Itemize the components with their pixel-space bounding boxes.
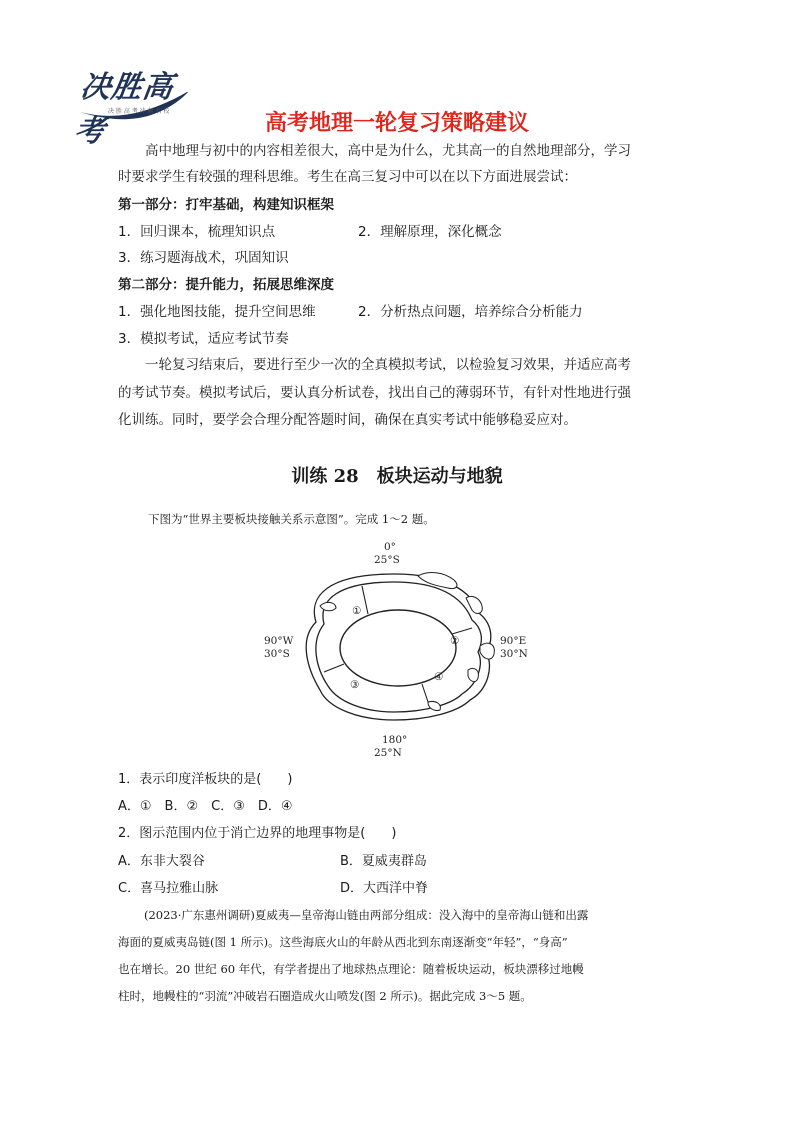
part2-item-3: 3．模拟考试，适应考试节奏 <box>118 331 289 347</box>
plate-number-2: ② <box>450 635 460 647</box>
passage-line-3: 也在增长。20 世纪 60 年代，有学者提出了地球热点理论：随着板块运动，板块漂移过地幔 <box>118 962 584 976</box>
part2-heading: 第二部分：提升能力，拓展思维深度 <box>118 277 334 293</box>
boundary-connectors <box>324 586 472 708</box>
map-label-right-2: 30°N <box>500 648 528 660</box>
passage-line-4: 柱时，地幔柱的“羽流”冲破岩石圈造成火山喷发(图 2 所示)。据此完成 3～5 题。 <box>118 989 532 1003</box>
question-1-stem: 1．表示印度洋板块的是( ) <box>118 772 293 787</box>
passage-line-2: 海面的夏威夷岛链(图 1 所示)。这些海底火山的年龄从西北到东南逐渐变“年轻”，“身高” <box>118 935 568 949</box>
map-label-left-1: 90°W <box>264 635 294 647</box>
map-label-top-2: 25°S <box>374 554 400 566</box>
map-label-bottom-1: 180° <box>382 734 408 746</box>
part1-item-2: 2．理解原理，深化概念 <box>358 224 502 240</box>
part1-item-1: 1．回归课本，梳理知识点 <box>118 224 276 240</box>
page-title: 高考地理一轮复习策略建议 <box>264 111 529 136</box>
question-2-stem: 2．图示范围内位于消亡边界的地理事物是( ) <box>118 826 397 841</box>
para-line-2: 的考试节奏。模拟考试后，要认真分析试卷，找出自己的薄弱环节，有针对性地进行强 <box>118 385 631 401</box>
para-line-1: 一轮复习结束后，要进行至少一次的全真模拟考试，以检验复习效果，并适应高考 <box>145 357 631 373</box>
logo-text: 决胜高考 <box>71 70 177 149</box>
map-label-top-1: 0° <box>384 541 396 553</box>
plate-boundary-map <box>258 540 528 760</box>
plate-number-3: ③ <box>350 679 360 691</box>
question-2-option-d: D．大西洋中脊 <box>340 881 429 896</box>
question-1-options: A．① B．② C．③ D．④ <box>118 799 293 814</box>
map-label-bottom-2: 25°N <box>374 747 402 759</box>
plate-number-4: ④ <box>434 671 444 683</box>
part1-heading: 第一部分：打牢基础，构建知识框架 <box>118 197 334 213</box>
passage-line-1: (2023·广东惠州调研)夏威夷—皇帝海山链由两部分组成：没入海中的皇帝海山链和出露 <box>144 908 589 922</box>
figure-intro: 下图为“世界主要板块接触关系示意图”。完成 1～2 题。 <box>148 512 435 526</box>
section-title: 训练 28 板块运动与地貌 <box>291 466 503 487</box>
para-line-3: 化训练。同时，要学会合理分配答题时间，确保在真实考试中能够稳妥应对。 <box>118 412 577 428</box>
intro-line-2: 时要求学生有较强的理科思维。考生在高三复习中可以在以下方面进展尝试： <box>118 169 577 185</box>
logo-subtext: 决 胜 高 考 冲 刺 名 校 <box>108 108 170 115</box>
question-2-option-a: A．东非大裂谷 <box>118 854 205 869</box>
part1-item-3: 3．练习题海战术，巩固知识 <box>118 250 289 266</box>
part2-item-2: 2．分析热点问题，培养综合分析能力 <box>358 304 583 320</box>
question-2-option-b: B．夏威夷群岛 <box>340 854 427 869</box>
intro-line-1: 高中地理与初中的内容相差很大，高中是为什么，尤其高一的自然地理部分，学习 <box>145 143 631 159</box>
plate-number-1: ① <box>352 605 362 617</box>
outer-ring <box>306 574 491 720</box>
question-2-option-c: C．喜马拉雅山脉 <box>118 881 219 896</box>
map-label-left-2: 30°S <box>264 648 290 660</box>
part2-item-1: 1．强化地图技能，提升空间思维 <box>118 304 316 320</box>
map-label-right-1: 90°E <box>500 635 527 647</box>
